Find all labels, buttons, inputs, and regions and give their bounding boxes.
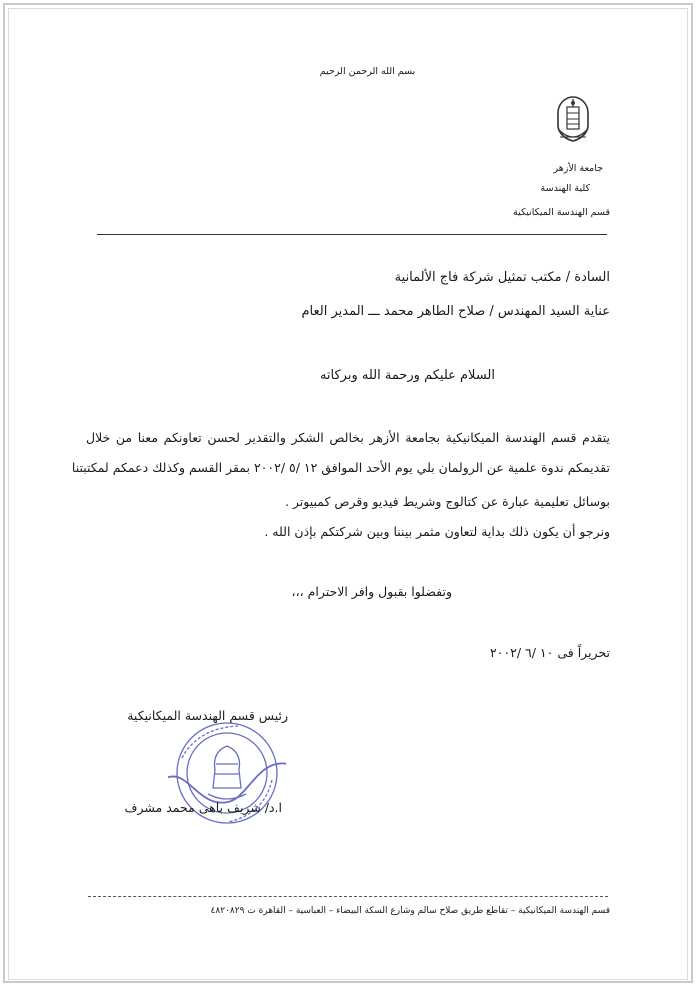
- signatory-title: رئيس قسم الهندسة الميكانيكية: [127, 708, 288, 723]
- body-line-4: ونرجو أن يكون ذلك بداية لتعاون مثمر بيننا وبين شركتكم بإذن الله .: [264, 524, 610, 539]
- basmala: بسم الله الرحمن الرحيم: [319, 66, 416, 77]
- al-azhar-emblem-icon: [552, 95, 594, 145]
- closing-remark: وتفضلوا بقبول وافر الاحترام ،،،: [291, 584, 452, 599]
- greeting: السلام عليكم ورحمة الله وبركاته: [319, 368, 495, 383]
- footer-divider: [88, 896, 608, 897]
- body-line-2: تقديمكم ندوة علمية عن الرولمان بلي يوم الأحد الموافق ١٢ /٥ /٢٠٠٢ بمقر القسم وكذلك دعمكم لمكتبتنا: [71, 460, 610, 475]
- recipient-line: السادة / مكتب تمثيل شركة فاج الألمانية: [394, 270, 610, 285]
- university-name: جامعة الأزهر: [553, 163, 603, 174]
- body-line-3: بوسائل تعليمية عبارة عن كتالوج وشريط فيديو وقرص كمبيوتر .: [284, 494, 610, 509]
- body-line-1: يتقدم قسم الهندسة الميكانيكية بجامعة الأزهر بخالص الشكر والتقدير لحسن تعاونكم معنا من خلال: [86, 430, 610, 445]
- footer-address: قسم الهندسة الميكانيكية – تقاطع طريق صلاح سالم وشارع السكة البيضاء – العباسية – القاهرة ت ٤٨٢٠٨٢٩: [210, 906, 610, 916]
- signatory-name: ا.د/ شريف باهى محمد مشرف: [124, 800, 282, 815]
- faculty-name: كلية الهندسة: [540, 183, 590, 194]
- header-divider: [97, 234, 607, 235]
- attention-line: عناية السيد المهندس / صلاح الطاهر محمد ـــ المدير العام: [301, 304, 610, 319]
- date-line: تحريراً فى ١٠ /٦ /٢٠٠٢: [489, 645, 610, 660]
- department-name: قسم الهندسة الميكانيكية: [513, 207, 610, 218]
